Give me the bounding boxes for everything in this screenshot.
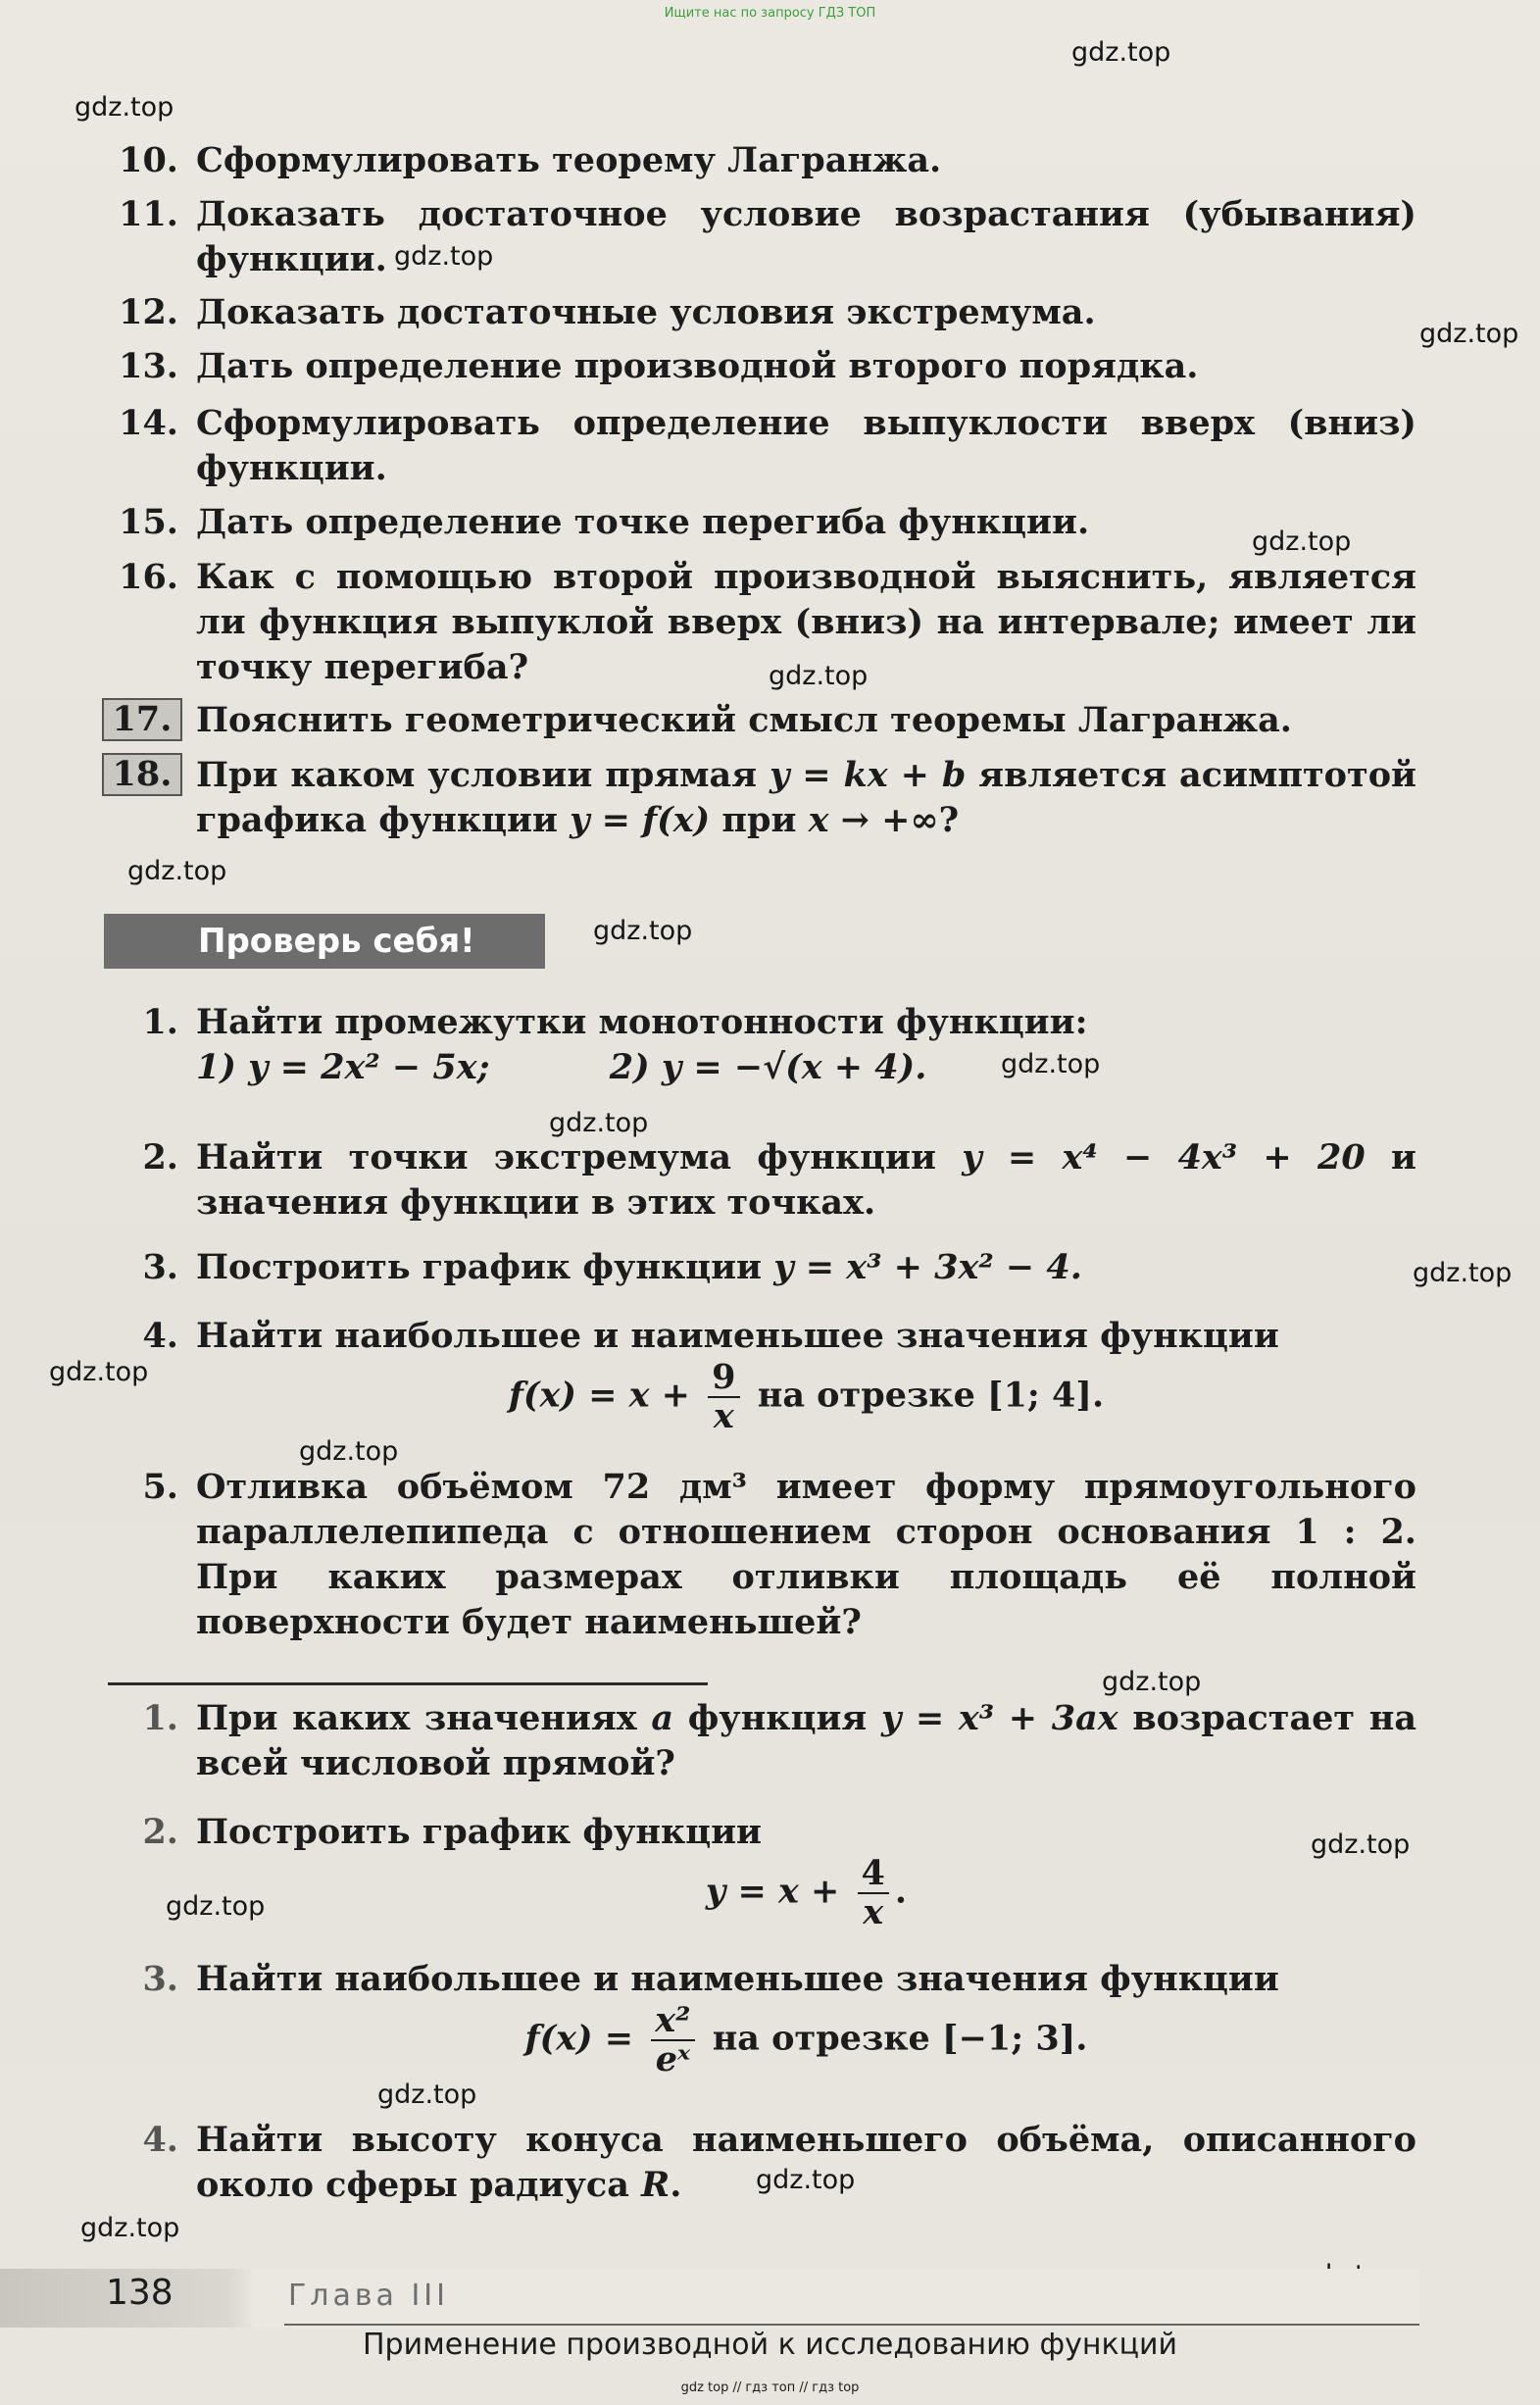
watermark: gdz.top (75, 92, 174, 123)
top-search-note: Ищите нас по запросу ГДЗ ТОП (664, 6, 876, 21)
watermark: gdz.top (1419, 319, 1519, 349)
extra-item-2: 2. Построить график функции y = x + $\frac{4}{x}$ . (142, 1812, 908, 1932)
watermark: gdz.top (1102, 1667, 1202, 1697)
footer-bar (0, 2269, 1419, 2328)
watermark: gdz.top (1001, 1049, 1101, 1079)
watermark: gdz.top (769, 661, 869, 691)
watermark: gdz.top (1071, 37, 1171, 68)
question-16: 16. Как с помощью второй производной выяснить, является ли функция выпуклой вверх (вниз) на интервале; имеет ли точку перегиба? (119, 557, 1416, 687)
watermark: gdz.top (49, 1357, 149, 1387)
fraction: $\frac{4}{x}$ (858, 1855, 889, 1931)
section-divider (108, 1682, 708, 1685)
watermark: gdz.top (127, 856, 227, 886)
watermark: gdz.top (299, 1436, 399, 1467)
bottom-watermark-note: gdz top // гдз топ // гдз top (680, 2380, 860, 2395)
chapter-subtitle: Применение производной к исследованию функций (363, 2328, 1177, 2362)
question-14: 14. Сформулировать определение выпуклости вверх (вниз) функции. (119, 403, 1416, 488)
question-12: 12. Доказать достаточные условия экстремума. (119, 292, 1096, 332)
watermark: gdz.top (166, 1891, 266, 1922)
question-10: 10. Сформулировать теорему Лагранжа. (119, 140, 942, 180)
question-18: 18. При каком условии прямая y = kx + b является асимптотой графика функции y = f(x) при x → +∞? (98, 753, 1416, 843)
extra-item-1: 1. При каких значениях a функция y = x³ + 3ax возрастает на всей числовой прямой? (142, 1698, 1417, 1783)
self-check-item-2: 2. Найти точки экстремума функции y = x⁴ − 4x³ + 20 и значения функции в этих точках. (142, 1137, 1416, 1223)
watermark: gdz.top (394, 241, 494, 272)
extra-item-3: 3. Найти наибольшее и наименьшее значения функции f(x) = $\frac{\text{x²}}{\text{eˣ}}$ на отрезке [−1; 3]. (142, 1959, 1279, 2079)
question-11: 11. Доказать достаточное условие возрастания (убывания) функции. (119, 194, 1416, 279)
self-check-item-5: 5. Отливка объёмом 72 дм³ имеет форму прямоугольного параллелепипеда с отношением сторон основания 1 : 2. При каких размерах отливки площадь её полной поверхности будет наименьшей? (142, 1467, 1416, 1642)
self-check-item-1: 1. Найти промежутки монотонности функции: 1) y = 2x² − 5x; 2) y = −√(x + 4). (142, 1002, 1088, 1087)
watermark: gdz.top (1252, 526, 1352, 557)
watermark: gdz.top (593, 916, 693, 946)
extra-item-4: 4. Найти высоту конуса наименьшего объёма, описанного около сферы радиуса R. (142, 2120, 1416, 2205)
self-check-item-3: 3. Построить график функции y = x³ + 3x² − 4. (142, 1247, 1082, 1287)
chapter-label: Глава III (288, 2279, 449, 2313)
page-number: 138 (106, 2273, 174, 2313)
footer-rule (284, 2324, 1419, 2326)
watermark: gdz.top (756, 2165, 856, 2195)
question-17: 17. Пояснить геометрический смысл теоремы Лагранжа. (98, 698, 1416, 743)
fraction: $\frac{9}{x}$ (708, 1359, 739, 1435)
question-13: 13. Дать определение производной второго порядка. (119, 346, 1199, 386)
watermark: gdz.top (1311, 1829, 1411, 1860)
watermark: gdz.top (377, 2079, 477, 2110)
question-15: 15. Дать определение точке перегиба функции. (119, 502, 1090, 542)
fraction: $\frac{\text{x²}}{\text{eˣ}}$ (651, 2002, 694, 2079)
self-check-item-4: 4. Найти наибольшее и наименьшее значения функции f(x) = x + $\frac{9}{x}$ на отрезке [1; 4]. (142, 1316, 1279, 1436)
watermark: gdz.top (549, 1108, 649, 1138)
watermark: gdz.top (80, 2213, 180, 2243)
watermark: gdz.top (1413, 1258, 1513, 1288)
self-check-header: Проверь себя! (104, 914, 545, 969)
